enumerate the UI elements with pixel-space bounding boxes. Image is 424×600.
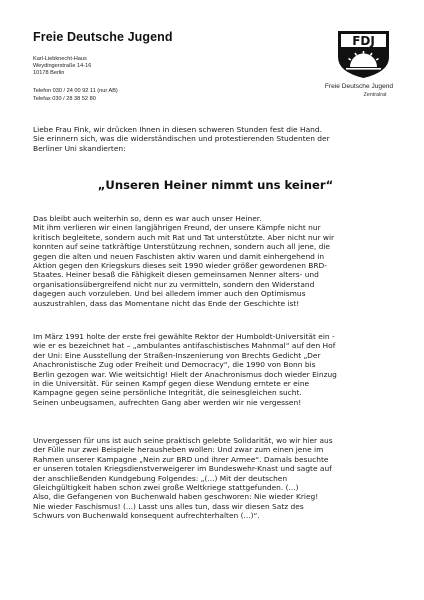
text-line: der Uni: Eine Ausstellung der Straßen-Inszenierung von Brechts Gedicht „Der xyxy=(33,350,321,360)
text-line: Gleichgültigkeit haben schon zwei große Weltkriege stattgefunden. (...) xyxy=(33,483,299,493)
department-label: Zentralrat xyxy=(363,92,387,98)
fdj-logo-icon xyxy=(337,30,390,79)
intro-paragraph xyxy=(33,125,398,153)
paragraph-1 xyxy=(33,214,398,308)
text-line: der Fülle nur zwei Beispiele herausheben wollen: Und zwar zum einen jene im xyxy=(33,445,324,455)
address-line-building: Karl-Liebknecht-Haus xyxy=(33,56,87,62)
slogan-headline: „Unseren Heiner nimmt uns keiner“ xyxy=(97,178,334,192)
text-line: Sie erinnern sich, was die widerständischen und protestierenden Studenten der xyxy=(33,134,330,144)
text-line: Schwurs von Buchenwald konsequent aufrechterhalten (...)“. xyxy=(33,511,260,521)
text-line: der anschließenden Kundgebung Folgendes: „(...) Mit der deutschen xyxy=(33,473,288,483)
org-name-heading: Freie Deutsche Jugend xyxy=(33,30,173,44)
logo-text: FDJ xyxy=(352,34,375,48)
text-line: wie er es bezeichnet hat – „ambulantes antifaschistisches Mahnmal“ auf den Hof xyxy=(33,341,336,351)
address-line-street: Weydingerstraße 14-16 xyxy=(33,63,92,69)
text-line: Seinen unbeugsamen, aufrechten Gang aber werden wir nie vergessen! xyxy=(33,397,302,407)
text-line: Rahmen unserer Kampagne „Nein zur BRD und ihrer Armee“. Damals besuchte xyxy=(33,454,329,464)
text-line: dagegen auch vorzuleben. Und bei alledem immer auch den Optimismus xyxy=(33,289,306,299)
paragraph-3 xyxy=(33,436,398,521)
text-line: Aktion gegen den Kriegskurs dieses seit 1990 wieder größer gewordenen BRD- xyxy=(33,261,327,271)
text-line: Unvergessen für uns ist auch seine praktisch gelebte Solidarität, wo wir hier aus xyxy=(33,436,333,445)
text-line: auszustrahlen, dass das Momentane nicht das Ende der Geschichte ist! xyxy=(33,298,300,308)
text-line: Also, die Gefangenen von Buchenwald haben geschworen: Nie wieder Krieg! xyxy=(33,492,319,502)
text-line: Nie wieder Faschismus! (...) Lasst uns alles tun, dass wir diesen Satz des xyxy=(33,501,304,511)
text-line: Staates. Heiner besaß die Fähigkeit diesen gemeinsamen Nenner alters- und xyxy=(33,270,319,280)
text-line: Das bleibt auch weiterhin so, denn es war auch unser Heiner. xyxy=(33,214,262,223)
text-line: Anachronistische Zug oder Freiheit und Democracy“, die 1990 von Bonn bis xyxy=(33,360,316,370)
text-line: konnten auf seine tatkräftige Unterstützung rechnen, sondern auch all jene, die xyxy=(33,242,330,252)
address-line-city: 10178 Berlin xyxy=(33,70,65,76)
text-line: gegen die alten und neuen Faschisten aktiv waren und damit einhergehend in xyxy=(33,251,325,261)
phone-line: Telefon 030 / 24 00 92 11 (nur AB) xyxy=(33,88,118,94)
paragraph-2 xyxy=(33,332,398,407)
logo-horizon xyxy=(346,68,381,70)
text-line: Berliner Uni skandierten: xyxy=(33,143,126,153)
text-line: Mit ihm verlieren wir einen langjährigen Freund, der unsere Kämpfe nicht nur xyxy=(33,223,321,233)
text-line: Im März 1991 holte der erste frei gewählte Rektor der Humboldt-Universität ein - xyxy=(33,332,335,341)
text-line: Berlin gezogen war. Wie weitsichtig! Hielt der Anachronismus doch wieder Einzug xyxy=(33,369,337,379)
text-line: organisationsübergreifend nicht nur zu vermitteln, sondern den Widerstand xyxy=(33,279,315,289)
text-line: Liebe Frau Fink, wir drücken Ihnen in diesen schweren Stunden fest die Hand. xyxy=(33,125,322,134)
org-name-right: Freie Deutsche Jugend xyxy=(324,83,394,90)
text-line: er unseren totalen Kriegsdienstverweigerer im Bundeswehr-Knast und sagte auf xyxy=(33,464,332,474)
text-line: in die Universität. Für seinen Kampf gegen diese Wendung erntete er eine xyxy=(33,379,310,389)
fax-line: Telefax 030 / 28 38 52 80 xyxy=(33,96,96,102)
text-line: Kampagne gegen seine persönliche Integrität, die seinesgleichen sucht. xyxy=(33,388,302,398)
text-line: kritisch begleitete, sondern auch mit Rat und Tat unterstützte. Aber nicht nur wir xyxy=(33,232,335,242)
